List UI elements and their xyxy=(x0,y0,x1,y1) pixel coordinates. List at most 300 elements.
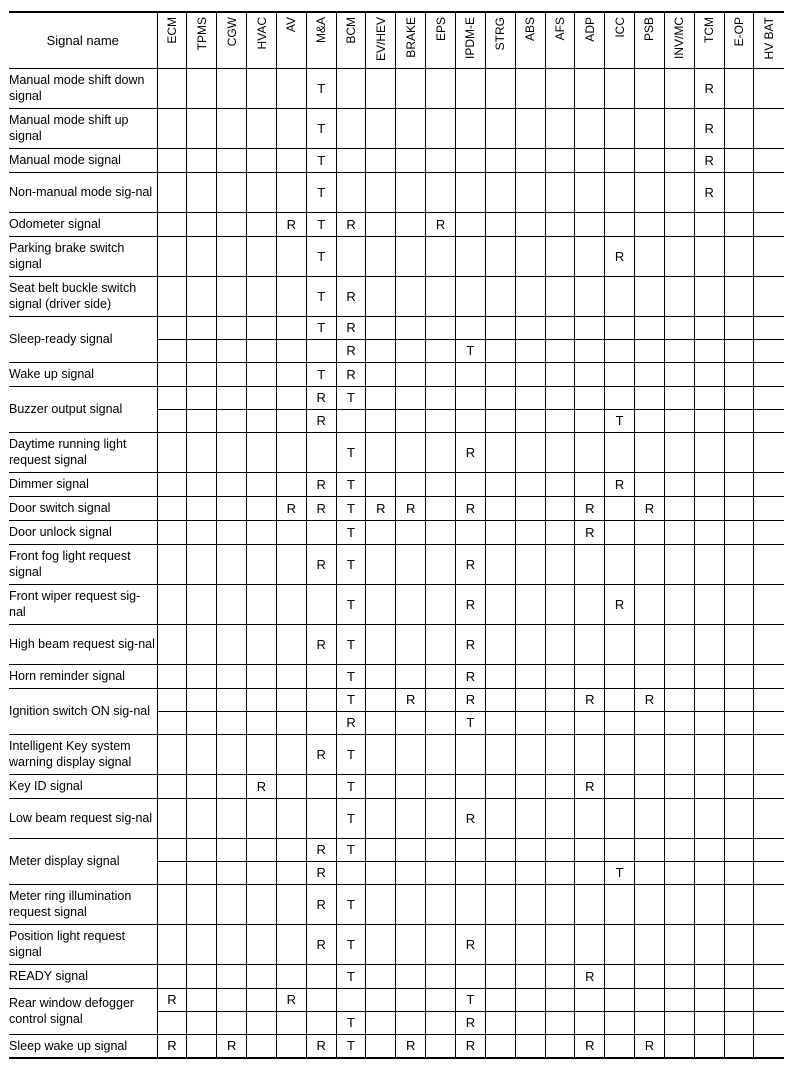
tr-value-cell xyxy=(247,409,277,432)
tr-value-cell xyxy=(187,236,217,276)
tr-value-cell xyxy=(575,386,605,409)
tr-value-cell xyxy=(754,624,784,664)
tr-value-cell xyxy=(605,1011,635,1034)
tr-value-cell xyxy=(605,988,635,1011)
table-row xyxy=(9,276,784,316)
tr-value-cell xyxy=(306,339,336,362)
tr-value-cell xyxy=(187,798,217,838)
tr-value-cell xyxy=(694,1034,724,1058)
tr-value-cell xyxy=(396,924,426,964)
tr-value-cell xyxy=(217,316,247,339)
tr-value-cell xyxy=(187,711,217,734)
tr-value-cell xyxy=(217,472,247,496)
table-row xyxy=(9,432,784,472)
tr-value-cell xyxy=(724,496,754,520)
tr-value-cell xyxy=(485,212,515,236)
module-label: HV BAT xyxy=(762,17,777,60)
tr-value-cell xyxy=(545,798,575,838)
tr-value-cell xyxy=(545,734,575,774)
tr-value-cell xyxy=(664,316,694,339)
tr-value-cell xyxy=(366,172,396,212)
tr-value-cell xyxy=(396,798,426,838)
tr-value-cell xyxy=(664,520,694,544)
tr-value-cell: T xyxy=(336,520,366,544)
tr-value-cell xyxy=(485,172,515,212)
tr-value-cell xyxy=(485,964,515,988)
tr-value-cell xyxy=(187,584,217,624)
tr-value-cell: R xyxy=(575,964,605,988)
tr-value-cell: T xyxy=(336,1011,366,1034)
tr-value-cell xyxy=(485,148,515,172)
tr-value-cell xyxy=(515,544,545,584)
tr-value-cell xyxy=(664,988,694,1011)
tr-value-cell xyxy=(396,988,426,1011)
signal-name-cell: Odometer signal xyxy=(9,212,157,236)
tr-value-cell xyxy=(694,924,724,964)
tr-value-cell xyxy=(396,212,426,236)
tr-value-cell xyxy=(276,964,306,988)
tr-value-cell xyxy=(306,1011,336,1034)
table-row xyxy=(9,472,784,496)
tr-value-cell xyxy=(276,316,306,339)
tr-value-cell xyxy=(605,432,635,472)
tr-value-cell xyxy=(366,964,396,988)
tr-value-cell xyxy=(724,409,754,432)
tr-value-cell xyxy=(276,362,306,386)
tr-value-cell xyxy=(157,964,187,988)
tr-value-cell: R xyxy=(396,496,426,520)
tr-value-cell xyxy=(276,838,306,861)
tr-value-cell xyxy=(515,472,545,496)
tr-value-cell xyxy=(724,838,754,861)
tr-value-cell xyxy=(754,339,784,362)
tr-value-cell: R xyxy=(306,884,336,924)
tr-value-cell xyxy=(396,861,426,884)
tr-value-cell xyxy=(426,172,456,212)
tr-value-cell xyxy=(605,711,635,734)
tr-value-cell xyxy=(157,734,187,774)
tr-value-cell xyxy=(157,924,187,964)
tr-value-cell xyxy=(485,68,515,108)
tr-value-cell xyxy=(515,276,545,316)
tr-value-cell xyxy=(694,861,724,884)
tr-value-cell xyxy=(724,520,754,544)
tr-value-cell xyxy=(664,432,694,472)
tr-value-cell xyxy=(187,386,217,409)
signal-name-cell: Door switch signal xyxy=(9,496,157,520)
tr-value-cell xyxy=(157,316,187,339)
tr-value-cell: R xyxy=(455,924,485,964)
tr-value-cell xyxy=(426,432,456,472)
tr-value-cell: T xyxy=(336,386,366,409)
tr-value-cell: R xyxy=(575,496,605,520)
tr-value-cell xyxy=(635,861,665,884)
tr-value-cell xyxy=(694,236,724,276)
tr-value-cell xyxy=(545,432,575,472)
module-label: STRG xyxy=(493,17,508,51)
tr-value-cell xyxy=(366,711,396,734)
tr-value-cell xyxy=(217,68,247,108)
tr-value-cell xyxy=(635,409,665,432)
module-header xyxy=(276,12,306,68)
tr-value-cell xyxy=(575,472,605,496)
tr-value-cell xyxy=(426,1034,456,1058)
tr-value-cell xyxy=(694,624,724,664)
tr-value-cell xyxy=(545,838,575,861)
tr-value-cell: T xyxy=(455,988,485,1011)
tr-value-cell xyxy=(485,1011,515,1034)
tr-value-cell xyxy=(187,838,217,861)
tr-value-cell: R xyxy=(306,386,336,409)
table-row xyxy=(9,884,784,924)
tr-value-cell: R xyxy=(575,1034,605,1058)
tr-value-cell xyxy=(366,1034,396,1058)
tr-value-cell xyxy=(605,386,635,409)
tr-value-cell: R xyxy=(336,362,366,386)
tr-value-cell xyxy=(515,861,545,884)
tr-value-cell xyxy=(635,798,665,838)
tr-value-cell xyxy=(187,544,217,584)
tr-value-cell xyxy=(187,734,217,774)
tr-value-cell: R xyxy=(575,774,605,798)
signal-name-cell: Buzzer output signal xyxy=(9,386,157,432)
tr-value-cell xyxy=(426,734,456,774)
table-row xyxy=(9,172,784,212)
tr-value-cell xyxy=(575,362,605,386)
tr-value-cell xyxy=(515,1011,545,1034)
tr-value-cell xyxy=(635,212,665,236)
tr-value-cell xyxy=(724,276,754,316)
tr-value-cell xyxy=(426,798,456,838)
tr-value-cell xyxy=(694,520,724,544)
tr-value-cell: R xyxy=(455,798,485,838)
tr-value-cell xyxy=(664,339,694,362)
tr-value-cell xyxy=(157,688,187,711)
tr-value-cell xyxy=(217,964,247,988)
module-header xyxy=(575,12,605,68)
tr-value-cell: T xyxy=(306,172,336,212)
tr-value-cell: T xyxy=(336,584,366,624)
tr-value-cell: R xyxy=(336,316,366,339)
tr-value-cell: T xyxy=(336,624,366,664)
tr-value-cell xyxy=(366,884,396,924)
tr-value-cell xyxy=(217,339,247,362)
tr-value-cell xyxy=(396,774,426,798)
table-row xyxy=(9,734,784,774)
tr-value-cell xyxy=(515,339,545,362)
tr-value-cell xyxy=(426,108,456,148)
tr-value-cell xyxy=(247,664,277,688)
tr-value-cell xyxy=(694,798,724,838)
tr-value-cell xyxy=(396,838,426,861)
tr-value-cell xyxy=(694,212,724,236)
tr-value-cell xyxy=(485,409,515,432)
tr-value-cell xyxy=(217,1011,247,1034)
tr-value-cell xyxy=(545,236,575,276)
tr-value-cell: R xyxy=(306,861,336,884)
tr-value-cell xyxy=(605,520,635,544)
tr-value-cell xyxy=(455,68,485,108)
tr-value-cell xyxy=(664,884,694,924)
tr-value-cell xyxy=(515,362,545,386)
tr-value-cell xyxy=(187,316,217,339)
tr-value-cell xyxy=(694,544,724,584)
tr-value-cell xyxy=(694,1011,724,1034)
tr-value-cell xyxy=(366,861,396,884)
tr-value-cell xyxy=(157,68,187,108)
tr-value-cell: R xyxy=(455,496,485,520)
tr-value-cell xyxy=(276,924,306,964)
signal-name-cell: Sleep-ready signal xyxy=(9,316,157,362)
tr-value-cell: T xyxy=(336,664,366,688)
tr-value-cell xyxy=(575,276,605,316)
tr-value-cell xyxy=(694,386,724,409)
tr-value-cell xyxy=(724,798,754,838)
tr-value-cell xyxy=(396,472,426,496)
tr-value-cell xyxy=(217,212,247,236)
tr-value-cell xyxy=(217,624,247,664)
tr-value-cell xyxy=(366,362,396,386)
tr-value-cell xyxy=(575,544,605,584)
tr-value-cell xyxy=(276,276,306,316)
tr-value-cell xyxy=(247,544,277,584)
tr-value-cell xyxy=(754,362,784,386)
tr-value-cell xyxy=(157,339,187,362)
tr-value-cell xyxy=(217,386,247,409)
tr-value-cell: T xyxy=(336,496,366,520)
tr-value-cell xyxy=(157,884,187,924)
tr-value-cell xyxy=(605,544,635,584)
tr-value-cell: R xyxy=(455,624,485,664)
tr-value-cell xyxy=(635,339,665,362)
tr-value-cell xyxy=(754,964,784,988)
tr-value-cell: R xyxy=(366,496,396,520)
tr-value-cell xyxy=(247,236,277,276)
tr-value-cell xyxy=(276,409,306,432)
tr-value-cell xyxy=(366,409,396,432)
module-label: ECM xyxy=(164,17,179,44)
tr-value-cell xyxy=(426,544,456,584)
tr-value-cell xyxy=(426,236,456,276)
tr-value-cell xyxy=(664,798,694,838)
tr-value-cell xyxy=(635,472,665,496)
tr-value-cell: R xyxy=(276,988,306,1011)
tr-value-cell xyxy=(187,148,217,172)
tr-value-cell: R xyxy=(455,1034,485,1058)
tr-value-cell xyxy=(575,884,605,924)
tr-value-cell xyxy=(276,172,306,212)
tr-value-cell xyxy=(485,838,515,861)
tr-value-cell xyxy=(366,386,396,409)
tr-value-cell xyxy=(515,68,545,108)
tr-value-cell xyxy=(605,664,635,688)
tr-value-cell: R xyxy=(306,838,336,861)
tr-value-cell xyxy=(724,688,754,711)
tr-value-cell xyxy=(515,924,545,964)
tr-value-cell xyxy=(247,316,277,339)
tr-value-cell xyxy=(664,172,694,212)
tr-value-cell xyxy=(276,1011,306,1034)
tr-value-cell xyxy=(724,1011,754,1034)
module-label: E-OP xyxy=(732,17,746,47)
tr-value-cell xyxy=(157,838,187,861)
tr-value-cell xyxy=(276,884,306,924)
tr-value-cell xyxy=(217,432,247,472)
tr-value-cell xyxy=(366,798,396,838)
tr-value-cell: T xyxy=(455,339,485,362)
tr-value-cell xyxy=(605,624,635,664)
tr-value-cell xyxy=(157,861,187,884)
tr-value-cell xyxy=(247,472,277,496)
tr-value-cell xyxy=(217,711,247,734)
tr-value-cell xyxy=(396,409,426,432)
tr-value-cell xyxy=(485,1034,515,1058)
tr-value-cell xyxy=(187,276,217,316)
tr-value-cell xyxy=(336,409,366,432)
tr-value-cell xyxy=(157,711,187,734)
tr-value-cell xyxy=(575,798,605,838)
tr-value-cell xyxy=(396,964,426,988)
tr-value-cell: T xyxy=(336,884,366,924)
tr-value-cell xyxy=(635,386,665,409)
tr-value-cell xyxy=(426,711,456,734)
tr-value-cell xyxy=(426,664,456,688)
tr-value-cell: T xyxy=(336,924,366,964)
tr-value-cell xyxy=(664,386,694,409)
tr-value-cell xyxy=(605,108,635,148)
tr-value-cell xyxy=(575,409,605,432)
tr-value-cell: R xyxy=(455,584,485,624)
tr-value-cell xyxy=(217,734,247,774)
tr-value-cell xyxy=(635,544,665,584)
tr-value-cell xyxy=(724,108,754,148)
tr-value-cell xyxy=(694,362,724,386)
tr-value-cell xyxy=(276,861,306,884)
tr-value-cell xyxy=(515,172,545,212)
tr-value-cell xyxy=(187,964,217,988)
tr-value-cell xyxy=(664,362,694,386)
tr-value-cell xyxy=(724,68,754,108)
tr-value-cell xyxy=(366,148,396,172)
signal-name-cell: Manual mode signal xyxy=(9,148,157,172)
module-header xyxy=(455,12,485,68)
tr-value-cell xyxy=(217,861,247,884)
tr-value-cell: R xyxy=(336,212,366,236)
tr-value-cell xyxy=(276,472,306,496)
tr-value-cell xyxy=(217,362,247,386)
tr-value-cell xyxy=(545,386,575,409)
tr-value-cell xyxy=(485,520,515,544)
signal-name-cell: Daytime running light request signal xyxy=(9,432,157,472)
tr-value-cell xyxy=(485,664,515,688)
tr-value-cell: T xyxy=(336,472,366,496)
tr-value-cell: T xyxy=(306,148,336,172)
tr-value-cell xyxy=(455,734,485,774)
tr-value-cell xyxy=(187,212,217,236)
tr-value-cell xyxy=(545,276,575,316)
module-label: AFS xyxy=(552,17,567,41)
tr-value-cell xyxy=(276,774,306,798)
tr-value-cell xyxy=(217,988,247,1011)
tr-value-cell xyxy=(276,108,306,148)
tr-value-cell xyxy=(754,774,784,798)
table-row xyxy=(9,212,784,236)
tr-value-cell xyxy=(724,734,754,774)
tr-value-cell xyxy=(276,236,306,276)
tr-value-cell xyxy=(366,664,396,688)
tr-value-cell xyxy=(336,108,366,148)
tr-value-cell: R xyxy=(694,68,724,108)
module-label: TCM xyxy=(702,17,717,43)
tr-value-cell xyxy=(157,798,187,838)
tr-value-cell: R xyxy=(306,734,336,774)
tr-value-cell xyxy=(545,520,575,544)
tr-value-cell xyxy=(366,544,396,584)
tr-value-cell xyxy=(366,774,396,798)
signal-name-cell: Seat belt buckle switch signal (driver side) xyxy=(9,276,157,316)
tr-value-cell xyxy=(545,212,575,236)
module-header xyxy=(664,12,694,68)
tr-value-cell xyxy=(515,584,545,624)
tr-value-cell xyxy=(664,276,694,316)
tr-value-cell xyxy=(545,472,575,496)
tr-value-cell xyxy=(575,1011,605,1034)
tr-value-cell xyxy=(635,362,665,386)
table-row xyxy=(9,838,784,861)
tr-value-cell xyxy=(754,472,784,496)
tr-value-cell xyxy=(485,316,515,339)
tr-value-cell xyxy=(426,924,456,964)
tr-value-cell xyxy=(605,362,635,386)
tr-value-cell xyxy=(635,838,665,861)
tr-value-cell xyxy=(247,988,277,1011)
tr-value-cell xyxy=(754,798,784,838)
tr-value-cell xyxy=(694,774,724,798)
tr-value-cell xyxy=(724,386,754,409)
signal-name-cell: Dimmer signal xyxy=(9,472,157,496)
tr-value-cell xyxy=(366,236,396,276)
tr-value-cell xyxy=(694,688,724,711)
tr-value-cell xyxy=(724,432,754,472)
tr-value-cell xyxy=(426,884,456,924)
tr-value-cell xyxy=(694,339,724,362)
tr-value-cell xyxy=(635,964,665,988)
tr-value-cell xyxy=(366,520,396,544)
tr-value-cell xyxy=(187,988,217,1011)
tr-value-cell xyxy=(247,624,277,664)
tr-value-cell xyxy=(754,734,784,774)
tr-value-cell xyxy=(515,496,545,520)
tr-value-cell xyxy=(754,924,784,964)
tr-value-cell: T xyxy=(336,964,366,988)
signal-name-cell: Manual mode shift up signal xyxy=(9,108,157,148)
tr-value-cell xyxy=(485,362,515,386)
tr-value-cell xyxy=(426,861,456,884)
module-label: IPDM-E xyxy=(463,17,478,59)
tr-value-cell xyxy=(187,688,217,711)
tr-value-cell xyxy=(247,172,277,212)
tr-value-cell xyxy=(545,544,575,584)
tr-value-cell xyxy=(247,108,277,148)
tr-value-cell xyxy=(187,774,217,798)
tr-value-cell: R xyxy=(306,496,336,520)
tr-value-cell xyxy=(545,664,575,688)
tr-value-cell xyxy=(575,108,605,148)
tr-value-cell xyxy=(396,432,426,472)
tr-value-cell xyxy=(515,316,545,339)
tr-value-cell xyxy=(754,496,784,520)
tr-value-cell xyxy=(485,734,515,774)
